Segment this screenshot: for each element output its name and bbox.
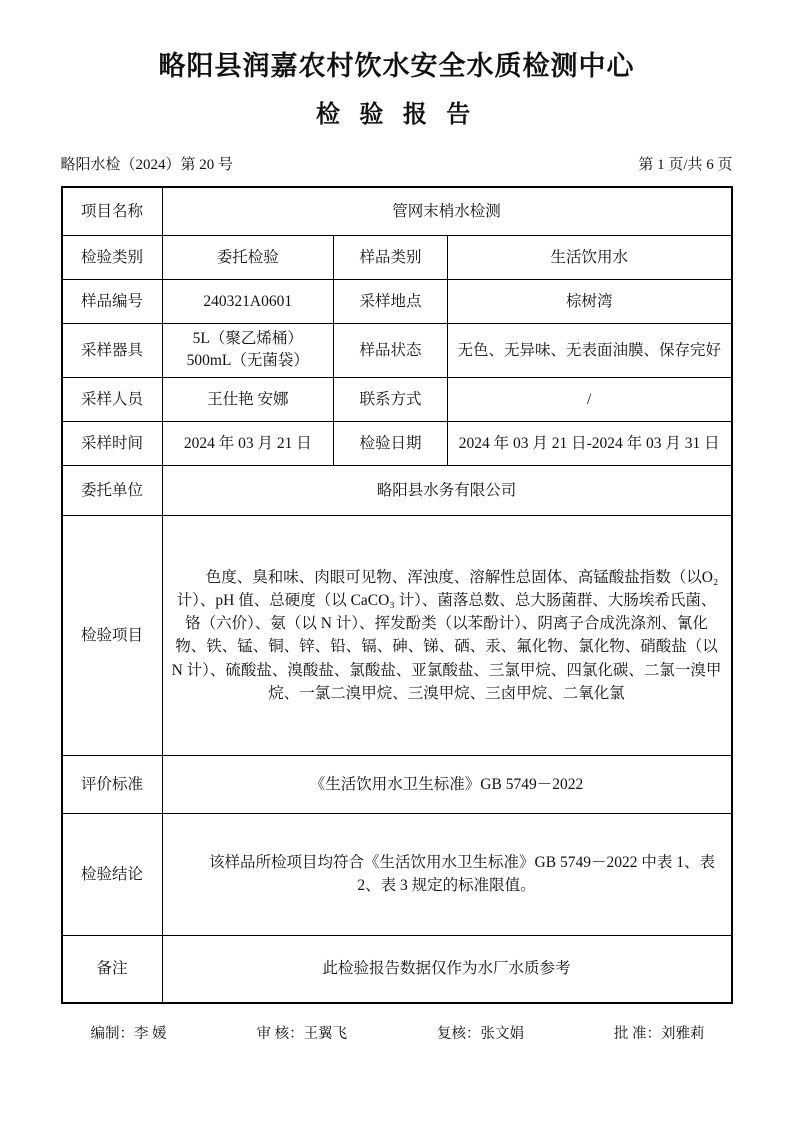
project-name-value: 管网末梢水检测 [162, 187, 732, 235]
row-standard [62, 755, 732, 813]
inspection-items-label: 检验项目 [62, 515, 163, 755]
row-sampling-tools [62, 323, 732, 377]
inspection-type-value: 委托检验 [162, 235, 334, 279]
row-sampling-staff [62, 377, 732, 421]
standard-label: 评价标准 [62, 755, 163, 813]
conclusion-label: 检验结论 [62, 813, 163, 935]
prepared-by: 编制：李 媛 [90, 1026, 167, 1043]
sample-type-label: 样品类别 [334, 235, 448, 279]
sample-type-value: 生活饮用水 [447, 235, 731, 279]
row-remark [62, 935, 732, 1003]
sampling-tools-line2: 500mL（无菌袋） [186, 352, 309, 370]
inspection-type-label: 检验类别 [62, 235, 163, 279]
inspection-date-value: 2024 年 03 月 21 日-2024 年 03 月 31 日 [447, 421, 731, 465]
approved-by: 批 准：刘雅莉 [613, 1026, 705, 1043]
row-inspection-items [62, 515, 732, 755]
sampling-tools-label: 采样器具 [62, 323, 163, 377]
sampling-site-value: 棕树湾 [447, 279, 731, 323]
center-name-title: 略阳县润嘉农村饮水安全水质检测中心 [158, 51, 635, 81]
sampling-site-label: 采样地点 [334, 279, 448, 323]
reviewed-by: 审 核：王翼飞 [256, 1026, 348, 1043]
sampling-tools-value [162, 323, 334, 377]
sampling-staff-value: 王仕艳 安娜 [162, 377, 334, 421]
row-client [62, 465, 732, 515]
sample-no-value: 240321A0601 [162, 279, 334, 323]
conclusion-value: 该样品所检项目均符合《生活饮用水卫生标准》GB 5749－2022 中表 1、表 2、表 3 规定的标准限值。 [162, 813, 732, 935]
sample-no-label: 样品编号 [62, 279, 163, 323]
sample-status-label: 样品状态 [334, 323, 448, 377]
sampling-time-value: 2024 年 03 月 21 日 [162, 421, 334, 465]
contact-label: 联系方式 [334, 377, 448, 421]
row-project-name [62, 187, 732, 235]
row-inspection-type [62, 235, 732, 279]
sampling-staff-label: 采样人员 [62, 377, 163, 421]
row-sample-no [62, 279, 732, 323]
standard-value: 《生活饮用水卫生标准》GB 5749－2022 [162, 755, 732, 813]
sample-status-value: 无色、无异味、无表面油膜、保存完好 [447, 323, 731, 377]
inspection-items-value: 色度、臭和味、肉眼可见物、浑浊度、溶解性总固体、高锰酸盐指数（以O₂ 计）、pH 值、总硬度（以 CaCO₃ 计）、菌落总数、总大肠菌群、大肠埃希氏菌、铬（六价）、氨（以 N 计）、挥发酚类（以苯酚计）、阴离子合成洗涤剂、氰化物、铁、锰、铜、锌、铅、镉、砷、锑、硒、汞、氟化物、氯化物、硝酸盐（以 N 计）、硫酸盐、溴酸盐、氯酸盐、亚氯酸盐、三氯甲烷、四氯化碳、二氯一溴甲烷、一氯二溴甲烷、三溴甲烷、三卤甲烷、二氧化氯 [162, 515, 732, 755]
signature-row [61, 1022, 733, 1043]
project-name-label: 项目名称 [62, 187, 163, 235]
report-table [61, 186, 733, 1004]
row-sampling-time [62, 421, 732, 465]
client-value: 略阳县水务有限公司 [162, 465, 732, 515]
remark-label: 备注 [62, 935, 163, 1003]
sampling-time-label: 采样时间 [62, 421, 163, 465]
inspection-date-label: 检验日期 [334, 421, 448, 465]
sampling-tools-line1: 5L（聚乙烯桶） [192, 329, 303, 347]
rechecked-by: 复核：张文娟 [437, 1026, 524, 1043]
meta-row [61, 153, 733, 174]
page-info: 第 1 页/共 6 页 [638, 157, 733, 174]
remark-value: 此检验报告数据仅作为水厂水质参考 [162, 935, 732, 1003]
report-title: 检 验 报 告 [315, 102, 478, 129]
doc-number: 略阳水检（2024）第 20 号 [60, 157, 234, 174]
contact-value: / [447, 377, 731, 421]
row-conclusion [62, 813, 732, 935]
client-label: 委托单位 [62, 465, 163, 515]
report-content [61, 50, 733, 1043]
